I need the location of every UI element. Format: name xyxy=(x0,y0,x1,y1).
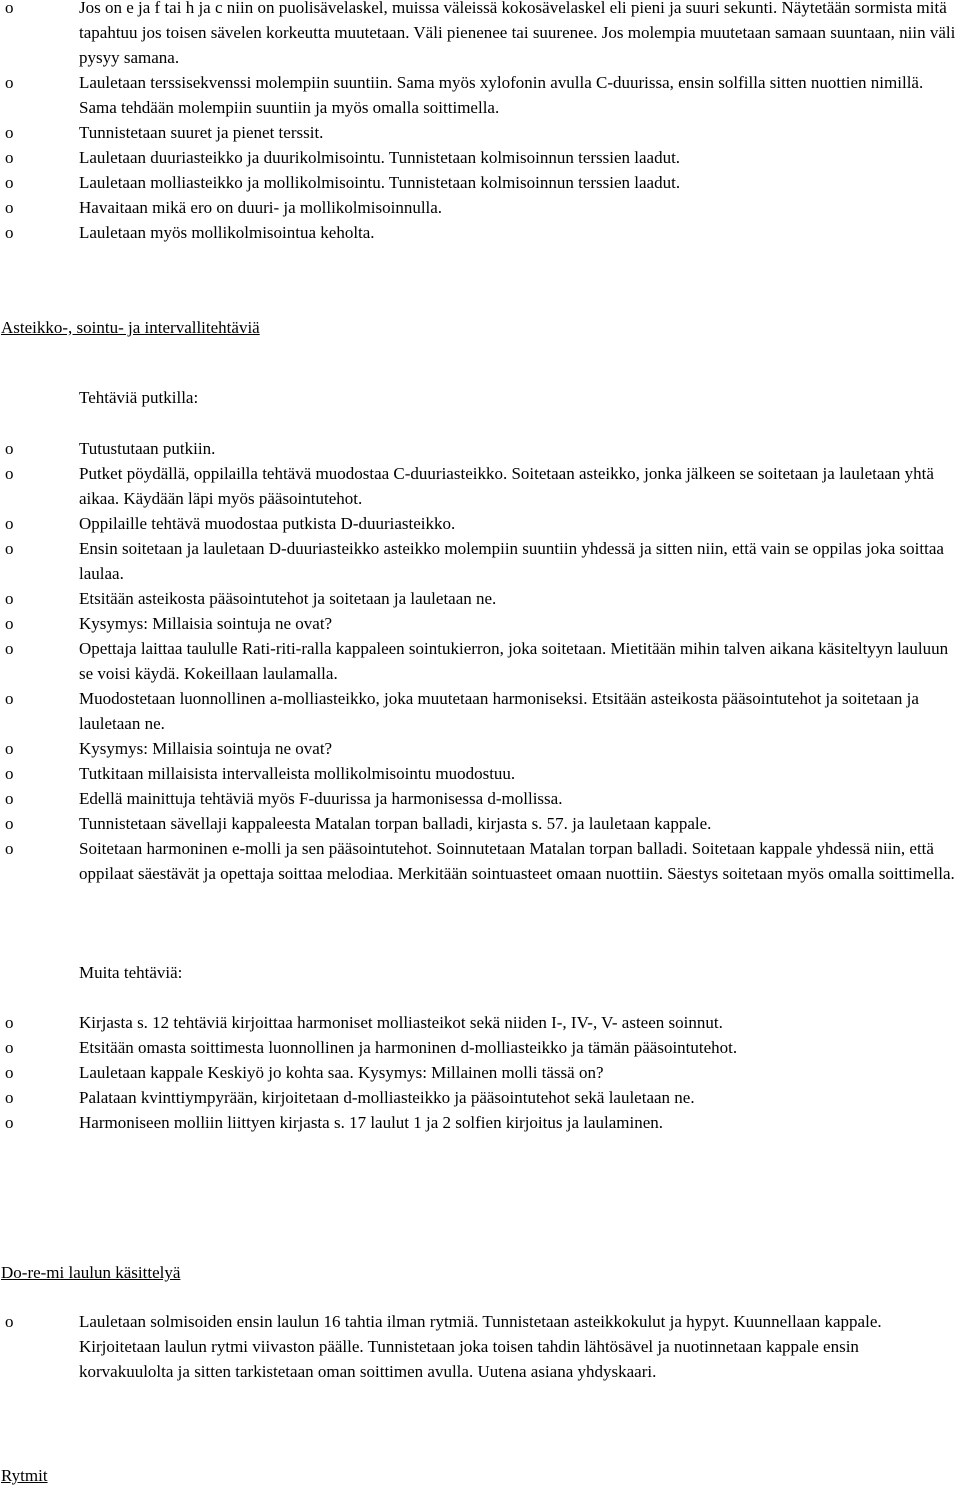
list-item-text: Muodostetaan luonnollinen a-molliasteikko, joka muutetaan harmoniseksi. Etsitään asteikosta pääsointutehot ja soitetaan ja lauletaan ne. xyxy=(79,689,919,733)
list-item-text: Etsitään asteikosta pääsointutehot ja soitetaan ja lauletaan ne. xyxy=(79,589,497,608)
list-item-text: Kysymys: Millaisia sointuja ne ovat? xyxy=(79,739,333,758)
list-item-text: Soitetaan harmoninen e-molli ja sen pääsointutehot. Soinnutetaan Matalan torpan balladi. Soitetaan kappale yhdessä niin, että oppilaat säestävät ja opettaja soittaa melodiaa. Merkitään sointuasteet omaan nuottiin. Säestys soitetaan myös omalla soittimella. xyxy=(79,839,955,883)
list-item xyxy=(0,586,960,611)
list-item-text: Lauletaan kappale Keskiyö jo kohta saa. Kysymys: Millainen molli tässä on? xyxy=(79,1063,604,1082)
list-item-text: Opettaja laittaa taululle Rati-riti-ralla kappaleen sointukierron, joka soitetaan. Mietitään mihin talven aikana käsiteltyyn lauluun se voisi käydä. Kokeillaan laulamalla. xyxy=(79,639,949,683)
list-item xyxy=(0,736,960,761)
list-item xyxy=(0,0,960,70)
list-item xyxy=(0,1010,960,1035)
list-item-text: Ensin soitetaan ja lauletaan D-duuriasteikko asteikko molempiin suuntiin yhdessä ja sitten niin, että vain se oppilas joka soittaa laulaa. xyxy=(79,539,944,583)
list-item-text: Lauletaan myös mollikolmisointua keholta. xyxy=(79,223,375,242)
list-item xyxy=(0,786,960,811)
list-item xyxy=(0,1309,960,1384)
bullet-icon: o xyxy=(5,1063,14,1082)
list-item-text: Palataan kvinttiympyrään, kirjoitetaan d-molliasteikko ja pääsointutehot sekä lauletaan ne. xyxy=(79,1088,695,1107)
list-item xyxy=(0,1060,960,1085)
bullet-icon: o xyxy=(5,73,14,92)
bullet-icon: o xyxy=(5,464,14,483)
list-item-text: Lauletaan solmisoiden ensin laulun 16 tahtia ilman rytmiä. Tunnistetaan asteikkokulut ja hypyt. Kuunnellaan kappale. Kirjoitetaan laulun rytmi viivaston päälle. Tunnistetaan joka toisen tahdin lähtösävel ja nuotinnetaan kappale ensin korvakuulolta ja sitten tarkistetaan oman soittimen avulla. Uutena asiana yhdyskaari. xyxy=(79,1312,882,1381)
intro-list xyxy=(0,0,960,245)
list-item xyxy=(0,1110,960,1135)
section-heading-asteikko: Asteikko-, sointu- ja intervallitehtäviä xyxy=(1,318,260,337)
section-heading-rytmit: Rytmit xyxy=(1,1466,48,1485)
bullet-icon: o xyxy=(5,514,14,533)
bullet-icon: o xyxy=(5,614,14,633)
list-item xyxy=(0,1085,960,1110)
list-item xyxy=(0,170,960,195)
bullet-icon: o xyxy=(5,1113,14,1132)
bullet-icon: o xyxy=(5,1088,14,1107)
subheading-muita: Muita tehtäviä: xyxy=(79,963,183,982)
list-item-text: Lauletaan duuriasteikko ja duurikolmisointu. Tunnistetaan kolmisoinnun terssien laadut. xyxy=(79,148,681,167)
other-task-list xyxy=(0,1010,960,1135)
bullet-icon: o xyxy=(5,198,14,217)
bullet-icon: o xyxy=(5,123,14,142)
list-item xyxy=(0,761,960,786)
list-item xyxy=(0,511,960,536)
list-item-text: Tunnistetaan suuret ja pienet terssit. xyxy=(79,123,324,142)
bullet-icon: o xyxy=(5,1038,14,1057)
bullet-icon: o xyxy=(5,814,14,833)
bullet-icon: o xyxy=(5,223,14,242)
list-item-text: Lauletaan molliasteikko ja mollikolmisointu. Tunnistetaan kolmisoinnun terssien laadut. xyxy=(79,173,681,192)
bullet-icon: o xyxy=(5,839,14,858)
list-item xyxy=(0,145,960,170)
putki-task-list xyxy=(0,436,960,886)
list-item xyxy=(0,686,960,736)
list-item xyxy=(0,1035,960,1060)
list-item-text: Harmoniseen molliin liittyen kirjasta s. 17 laulut 1 ja 2 solfien kirjoitus ja laulaminen. xyxy=(79,1113,664,1132)
list-item xyxy=(0,536,960,586)
list-item-text: Oppilaille tehtävä muodostaa putkista D-duuriasteikko. xyxy=(79,514,456,533)
bullet-icon: o xyxy=(5,1312,14,1331)
list-item xyxy=(0,611,960,636)
bullet-icon: o xyxy=(5,0,14,17)
bullet-icon: o xyxy=(5,739,14,758)
list-item xyxy=(0,220,960,245)
subheading-putkilla: Tehtäviä putkilla: xyxy=(79,388,199,407)
list-item-text: Jos on e ja f tai h ja c niin on puolisävelaskel, muissa väleissä kokosävelaskel eli pieni ja suuri sekunti. Näytetään sormista mitä tapahtuu jos toisen sävelen korkeutta muutetaan. Väli pienenee tai suurenee. Jos molempia muutetaan samaan suuntaan, niin väli pysyy samana. xyxy=(79,0,956,67)
list-item-text: Havaitaan mikä ero on duuri- ja mollikolmisoinnulla. xyxy=(79,198,443,217)
bullet-icon: o xyxy=(5,639,14,658)
list-item-text: Kirjasta s. 12 tehtäviä kirjoittaa harmoniset molliasteikot sekä niiden I-, IV-, V- asteen soinnut. xyxy=(79,1013,723,1032)
list-item-text: Kysymys: Millaisia sointuja ne ovat? xyxy=(79,614,333,633)
list-item-text: Tutustutaan putkiin. xyxy=(79,439,216,458)
list-item-text: Etsitään omasta soittimesta luonnollinen ja harmoninen d-molliasteikko ja tämän pääsointutehot. xyxy=(79,1038,738,1057)
bullet-icon: o xyxy=(5,173,14,192)
bullet-icon: o xyxy=(5,789,14,808)
list-item xyxy=(0,120,960,145)
bullet-icon: o xyxy=(5,539,14,558)
bullet-icon: o xyxy=(5,148,14,167)
section-heading-doremi: Do-re-mi laulun käsittelyä xyxy=(1,1263,181,1282)
bullet-icon: o xyxy=(5,689,14,708)
bullet-icon: o xyxy=(5,764,14,783)
list-item xyxy=(0,461,960,511)
list-item xyxy=(0,70,960,120)
bullet-icon: o xyxy=(5,1013,14,1032)
list-item xyxy=(0,436,960,461)
list-item-text: Edellä mainittuja tehtäviä myös F-duurissa ja harmonisessa d-mollissa. xyxy=(79,789,563,808)
list-item-text: Tutkitaan millaisista intervalleista mollikolmisointu muodostuu. xyxy=(79,764,516,783)
list-item xyxy=(0,836,960,886)
list-item xyxy=(0,636,960,686)
bullet-icon: o xyxy=(5,439,14,458)
bullet-icon: o xyxy=(5,589,14,608)
list-item xyxy=(0,195,960,220)
list-item-text: Lauletaan terssisekvenssi molempiin suuntiin. Sama myös xylofonin avulla C-duurissa, ensin solfilla sitten nuottien nimillä. Sama tehdään molempiin suuntiin ja myös omalla soittimella. xyxy=(79,73,924,117)
list-item-text: Tunnistetaan sävellaji kappaleesta Matalan torpan balladi, kirjasta s. 57. ja lauletaan kappale. xyxy=(79,814,712,833)
list-item-text: Putket pöydällä, oppilailla tehtävä muodostaa C-duuriasteikko. Soitetaan asteikko, jonka jälkeen se soitetaan ja lauletaan yhtä aikaa. Käydään läpi myös pääsointutehot. xyxy=(79,464,934,508)
list-item xyxy=(0,811,960,836)
doremi-task-list xyxy=(0,1309,960,1384)
